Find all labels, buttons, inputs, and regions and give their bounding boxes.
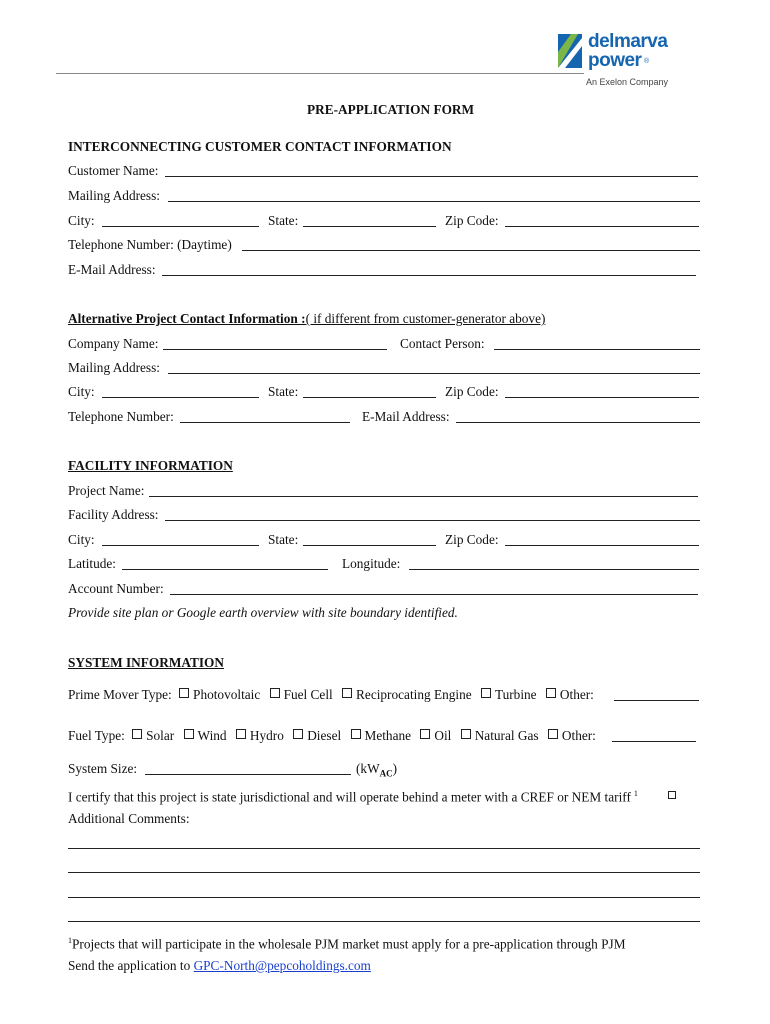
fuel-other-field[interactable] <box>612 741 696 742</box>
certify-checkbox[interactable] <box>668 791 676 799</box>
project-name-field[interactable] <box>149 496 698 497</box>
checkbox-wind[interactable]: Wind <box>184 728 227 743</box>
form-title: PRE-APPLICATION FORM <box>307 102 475 117</box>
checkbox-icon <box>236 729 246 739</box>
email-field[interactable] <box>162 275 696 276</box>
alt-state-label: State: <box>268 384 299 399</box>
send-text: Send the application to <box>68 958 194 973</box>
zip-field[interactable] <box>505 226 699 227</box>
comments-line-2[interactable] <box>68 872 700 873</box>
latitude-field[interactable] <box>122 569 328 570</box>
mailing-address-field[interactable] <box>168 201 700 202</box>
alt-city-field[interactable] <box>102 397 259 398</box>
facility-zip-label: Zip Code: <box>445 532 499 547</box>
company-name-label: Company Name: <box>68 336 159 351</box>
section-contact-heading: INTERCONNECTING CUSTOMER CONTACT INFORMATION <box>68 139 452 154</box>
facility-city-field[interactable] <box>102 545 259 546</box>
alt-mailing-field[interactable] <box>168 373 700 374</box>
unit-close: ) <box>392 761 398 776</box>
mailing-address-label: Mailing Address: <box>68 188 160 203</box>
checkbox-turbine[interactable]: Turbine <box>481 687 537 702</box>
checkbox-icon <box>179 688 189 698</box>
prime-mover-row <box>68 687 594 703</box>
telephone-label: Telephone Number: (Daytime) <box>68 237 232 252</box>
account-number-field[interactable] <box>170 594 698 595</box>
facility-address-label: Facility Address: <box>68 507 159 522</box>
comments-line-3[interactable] <box>68 897 700 898</box>
facility-address-field[interactable] <box>165 520 700 521</box>
logo-line1: delmarva <box>588 31 668 52</box>
checkbox-solar[interactable]: Solar <box>132 728 174 743</box>
zip-label: Zip Code: <box>445 213 499 228</box>
checkbox-icon <box>461 729 471 739</box>
checkbox-icon <box>420 729 430 739</box>
additional-comments-label: Additional Comments: <box>68 811 190 826</box>
city-label: City: <box>68 213 95 228</box>
checkbox-methane[interactable]: Methane <box>351 728 412 743</box>
fuel-type-label: Fuel Type: <box>68 728 125 743</box>
section-facility-heading: FACILITY INFORMATION <box>68 458 233 473</box>
alt-state-field[interactable] <box>303 397 436 398</box>
facility-city-label: City: <box>68 532 95 547</box>
state-label: State: <box>268 213 299 228</box>
telephone-field[interactable] <box>242 250 700 251</box>
comments-line-4[interactable] <box>68 921 700 922</box>
checkbox-reciprocating-engine[interactable]: Reciprocating Engine <box>342 687 472 702</box>
checkbox-icon <box>342 688 352 698</box>
contact-person-label: Contact Person: <box>400 336 485 351</box>
checkbox-prime-other[interactable]: Other: <box>546 687 594 702</box>
checkbox-icon <box>184 729 194 739</box>
longitude-label: Longitude: <box>342 556 401 571</box>
city-field[interactable] <box>102 226 259 227</box>
longitude-field[interactable] <box>409 569 699 570</box>
send-application <box>68 958 371 974</box>
footnote-text: Projects that will participate in the wholesale PJM market must apply for a pre-application through PJM <box>72 936 626 952</box>
unit-subscript: AC <box>379 768 393 779</box>
alt-zip-label: Zip Code: <box>445 384 499 399</box>
fuel-type-row <box>68 728 596 744</box>
checkbox-icon <box>481 688 491 698</box>
footnote <box>68 933 626 952</box>
state-field[interactable] <box>303 226 436 227</box>
checkbox-icon <box>546 688 556 698</box>
checkbox-icon <box>548 729 558 739</box>
delmarva-logo-mark <box>558 34 582 68</box>
checkbox-hydro[interactable]: Hydro <box>236 728 284 743</box>
section-system-heading: SYSTEM INFORMATION <box>68 655 225 670</box>
contact-person-field[interactable] <box>494 349 700 350</box>
checkbox-icon <box>293 729 303 739</box>
site-plan-note: Provide site plan or Google earth overview with site boundary identified. <box>68 605 458 620</box>
header-divider <box>56 73 584 74</box>
alt-mailing-label: Mailing Address: <box>68 360 160 375</box>
checkbox-natural-gas[interactable]: Natural Gas <box>461 728 539 743</box>
unit-text: (kW <box>356 761 380 776</box>
checkbox-oil[interactable]: Oil <box>420 728 451 743</box>
logo-registered: ® <box>644 58 650 65</box>
system-size-label: System Size: <box>68 761 138 776</box>
company-name-field[interactable] <box>163 349 387 350</box>
certify-footnote-ref: 1 <box>633 789 638 798</box>
certify-statement <box>68 786 638 805</box>
alt-email-field[interactable] <box>456 422 700 423</box>
account-number-label: Account Number: <box>68 581 164 596</box>
customer-name-label: Customer Name: <box>68 163 159 178</box>
facility-state-field[interactable] <box>303 545 436 546</box>
facility-zip-field[interactable] <box>505 545 699 546</box>
section-alt-contact-heading <box>68 311 545 327</box>
logo-tagline: An Exelon Company <box>586 77 669 87</box>
alt-telephone-label: Telephone Number: <box>68 409 174 424</box>
customer-name-field[interactable] <box>165 176 698 177</box>
alt-city-label: City: <box>68 384 95 399</box>
system-size-unit <box>356 761 397 782</box>
checkbox-fuel-cell[interactable]: Fuel Cell <box>270 687 333 702</box>
checkbox-photovoltaic[interactable]: Photovoltaic <box>179 687 260 702</box>
alt-telephone-field[interactable] <box>180 422 350 423</box>
prime-mover-label: Prime Mover Type: <box>68 687 172 702</box>
footnote-marker: 1 <box>68 936 72 945</box>
project-name-label: Project Name: <box>68 483 145 498</box>
checkbox-icon <box>270 688 280 698</box>
facility-state-label: State: <box>268 532 299 547</box>
submission-email-link[interactable]: GPC-North@pepcoholdings.com <box>193 958 371 973</box>
alt-heading-bold: Alternative Project Contact Information : <box>68 311 306 326</box>
alt-zip-field[interactable] <box>505 397 699 398</box>
checkbox-icon <box>132 729 142 739</box>
checkbox-fuel-other[interactable]: Other: <box>548 728 596 743</box>
checkbox-icon <box>351 729 361 739</box>
email-label: E-Mail Address: <box>68 262 156 277</box>
system-size-field[interactable] <box>145 774 351 775</box>
prime-other-field[interactable] <box>614 700 699 701</box>
certify-text: I certify that this project is state jurisdictional and will operate behind a meter with a CREF or NEM tariff <box>68 789 631 805</box>
alt-heading-note: ( if different from customer-generator above) <box>305 311 546 326</box>
comments-line-1[interactable] <box>68 848 700 849</box>
latitude-label: Latitude: <box>68 556 116 571</box>
alt-email-label: E-Mail Address: <box>362 409 450 424</box>
logo-line2: power <box>588 50 642 71</box>
checkbox-diesel[interactable]: Diesel <box>293 728 341 743</box>
